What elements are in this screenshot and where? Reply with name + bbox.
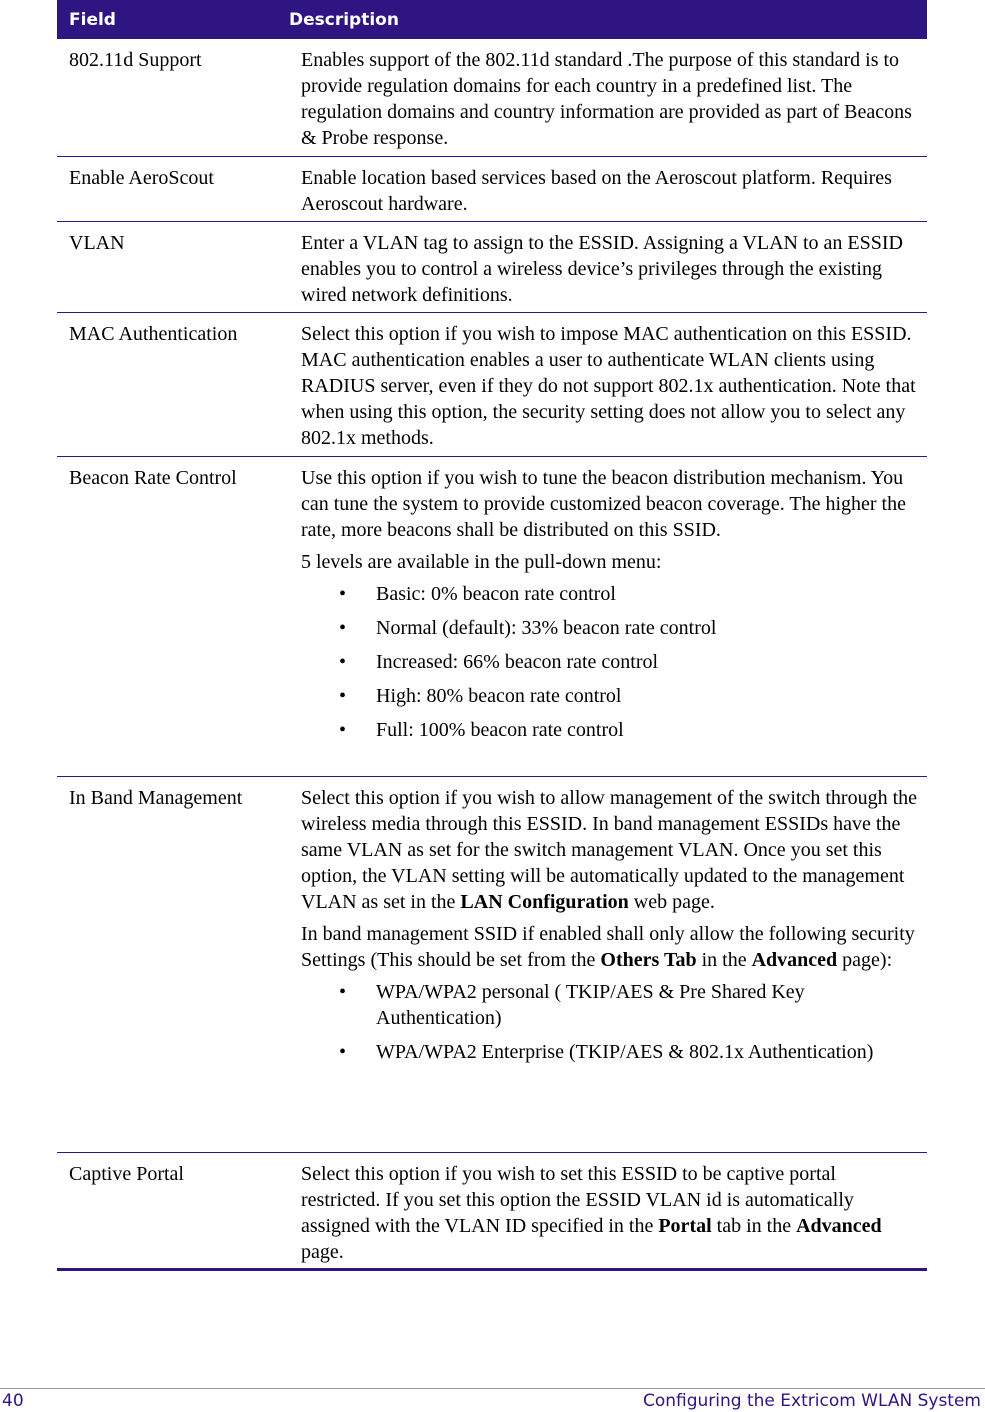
- description-paragraph: Enables support of the 802.11d standard .The purpose of this standard is to provide regulation domains for each country in a predefined list. The regulation domains and country information are provided as part of Beacons & Probe response.: [301, 49, 912, 149]
- field-description: [289, 157, 927, 221]
- table-row-in-band-management: [57, 777, 927, 1153]
- bullet-icon: •: [339, 1041, 347, 1063]
- field-name: Enable AeroScout: [69, 167, 214, 189]
- description-paragraph: In band management SSID if enabled shall only allow the following security Settings (This should be set from the Others Tab in the Advanced page):: [301, 923, 915, 971]
- table-header: [57, 0, 927, 39]
- table-row-80211d-support: [57, 39, 927, 157]
- list-item: • Full: 100% beacon rate control: [339, 719, 624, 741]
- list-item: • Basic: 0% beacon rate control: [339, 583, 616, 605]
- bullet-icon: •: [339, 617, 347, 639]
- table-row-beacon-rate-control: [57, 457, 927, 777]
- field-description-table: [57, 0, 927, 1271]
- table-row-captive-portal: [57, 1153, 927, 1271]
- list-item: • WPA/WPA2 Enterprise (TKIP/AES & 802.1x Authentication): [339, 1041, 874, 1063]
- list-item: • WPA/WPA2 personal ( TKIP/AES & Pre Shared Key Authentication): [339, 981, 805, 1029]
- beacon-levels-list: [301, 581, 917, 743]
- bullet-icon: •: [339, 981, 347, 1003]
- bullet-icon: •: [339, 583, 347, 605]
- description-paragraph: Select this option if you wish to impose MAC authentication on this ESSID. MAC authentication enables a user to authenticate WLAN clients using RADIUS server, even if they do not support 802.1x authentication. Note that when using this option, the security setting does not allow you to select any 802.1x methods.: [301, 323, 916, 449]
- field-description: [289, 313, 927, 456]
- advanced-ref: Advanced: [751, 949, 838, 971]
- list-item: • High: 80% beacon rate control: [339, 685, 622, 707]
- footer-divider: [0, 1388, 985, 1389]
- description-paragraph: Enable location based services based on the Aeroscout platform. Requires Aeroscout hardware.: [301, 167, 892, 215]
- list-item: • Increased: 66% beacon rate control: [339, 651, 659, 673]
- bullet-icon: •: [339, 685, 347, 707]
- table-row-enable-aeroscout: [57, 157, 927, 222]
- description-paragraph: 5 levels are available in the pull-down menu:: [301, 551, 662, 573]
- description-paragraph: Enter a VLAN tag to assign to the ESSID. Assigning a VLAN to an ESSID enables you to control a wireless device’s privileges through the existing wired network definitions.: [301, 232, 904, 306]
- page-footer: [0, 1391, 985, 1411]
- field-description: [289, 222, 927, 312]
- bullet-icon: •: [339, 651, 347, 673]
- header-description: Description: [289, 9, 399, 30]
- portal-ref: Portal: [658, 1215, 712, 1237]
- description-paragraph: Use this option if you wish to tune the beacon distribution mechanism. You can tune the system to provide customized beacon coverage. The higher the rate, more beacons shall be distributed on this SSID.: [301, 467, 906, 541]
- lan-configuration-ref: LAN Configuration: [460, 891, 629, 913]
- field-name: In Band Management: [69, 787, 243, 809]
- field-name: VLAN: [69, 232, 125, 254]
- table-row-mac-authentication: [57, 313, 927, 457]
- page-number: 40: [2, 1391, 24, 1411]
- field-description: [289, 1153, 927, 1268]
- field-description: [289, 39, 927, 156]
- header-field: Field: [69, 9, 116, 30]
- field-description: [289, 777, 927, 1152]
- security-settings-list: [301, 979, 917, 1065]
- chapter-title: Configuring the Extricom WLAN System: [642, 1391, 981, 1411]
- description-paragraph: Select this option if you wish to set this ESSID to be captive portal restricted. If you set this option the ESSID VLAN id is automatically assigned with the VLAN ID specified in the Portal tab in the Advanced page.: [301, 1163, 882, 1263]
- others-tab-ref: Others Tab: [600, 949, 697, 971]
- list-item: • Normal (default): 33% beacon rate control: [339, 617, 717, 639]
- field-name: Captive Portal: [69, 1163, 184, 1185]
- advanced-ref: Advanced: [796, 1215, 882, 1237]
- field-name: MAC Authentication: [69, 323, 238, 345]
- table-row-vlan: [57, 222, 927, 313]
- field-name: 802.11d Support: [69, 49, 202, 71]
- field-name: Beacon Rate Control: [69, 467, 237, 489]
- description-paragraph: Select this option if you wish to allow management of the switch through the wireless media through this ESSID. In band management ESSIDs have the same VLAN as set for the switch management VLAN. Once you set this option, the VLAN setting will be automatically updated to the management VLAN as set in the LAN Configuration web page.: [301, 787, 918, 913]
- bullet-icon: •: [339, 719, 347, 741]
- field-description: [289, 457, 927, 776]
